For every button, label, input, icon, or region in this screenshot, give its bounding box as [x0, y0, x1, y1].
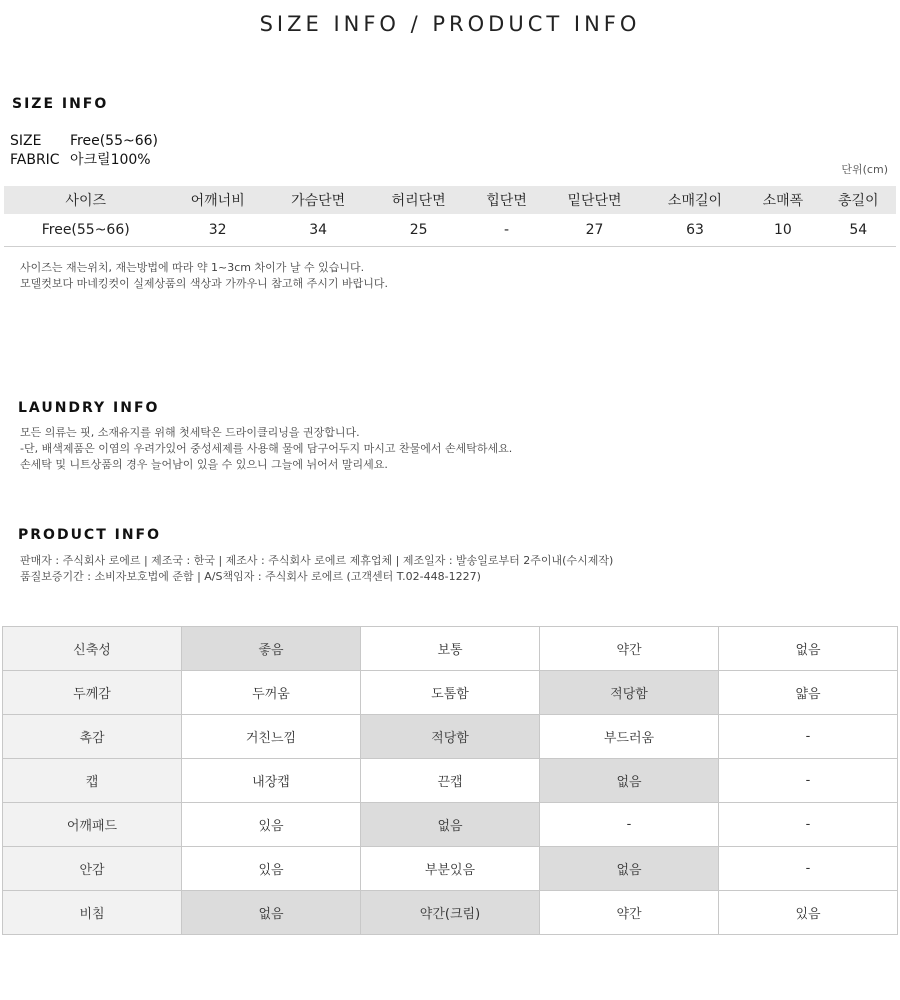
laundry-note: 모든 의류는 핏, 소재유지를 위해 첫세탁은 드라이클리닝을 권장합니다.: [20, 426, 360, 439]
laundry-note: 손세탁 및 니트상품의 경우 늘어남이 있을 수 있으니 그늘에 뉘어서 말리세요.: [20, 458, 388, 471]
table-row: [3, 847, 898, 891]
attribute-option-selected: 없음: [361, 803, 540, 847]
size-table-header-cell: 소매폭: [745, 186, 820, 214]
attribute-table: [2, 626, 898, 935]
size-table-header-cell: 밑단단면: [544, 186, 644, 214]
size-table-header-cell: 힙단면: [469, 186, 544, 214]
product-note: 품질보증기간 : 소비자보호법에 준함 | A/S책임자 : 주식회사 로에르 (고객센터 T.02-448-1227): [20, 570, 481, 583]
attribute-option: 두꺼움: [182, 671, 361, 715]
size-table-header-cell: 어깨너비: [167, 186, 267, 214]
attribute-option-selected: 적당함: [540, 671, 719, 715]
size-table-cell: 27: [544, 214, 644, 247]
attribute-option: 있음: [719, 891, 898, 935]
attribute-option: -: [719, 803, 898, 847]
size-table: [4, 186, 896, 247]
attribute-option-selected: 없음: [540, 759, 719, 803]
size-table-header-cell: 사이즈: [4, 186, 167, 214]
attribute-option-selected: 적당함: [361, 715, 540, 759]
attribute-option: 도톰함: [361, 671, 540, 715]
attribute-option: 내장캡: [182, 759, 361, 803]
size-table-cell: -: [469, 214, 544, 247]
attribute-label: 어깨패드: [3, 803, 182, 847]
attribute-option: -: [540, 803, 719, 847]
size-table-header-cell: 허리단면: [368, 186, 468, 214]
table-row: [3, 759, 898, 803]
size-note: 모델컷보다 마네킹컷이 실제상품의 색상과 가까우니 참고해 주시기 바랍니다.: [20, 277, 389, 290]
size-table-cell: 25: [368, 214, 468, 247]
size-table-header-row: [4, 186, 896, 214]
attribute-option: 부드러움: [540, 715, 719, 759]
attribute-label: 캡: [3, 759, 182, 803]
attribute-option-selected: 좋음: [182, 627, 361, 671]
attribute-option: 없음: [719, 627, 898, 671]
size-table-cell: 54: [821, 214, 896, 247]
attribute-option: 거친느낌: [182, 715, 361, 759]
attribute-option: 얇음: [719, 671, 898, 715]
product-note: 판매자 : 주식회사 로에르 | 제조국 : 한국 | 제조사 : 주식회사 로에르 제휴업체 | 제조일자 : 발송일로부터 2주이내(수시제작): [20, 554, 614, 567]
size-table-cell: 32: [167, 214, 267, 247]
size-info-heading: SIZE INFO: [12, 96, 109, 112]
attribute-label: 두께감: [3, 671, 182, 715]
attribute-option-selected: 없음: [540, 847, 719, 891]
table-row: [4, 214, 896, 247]
size-notes: [20, 260, 388, 292]
attribute-option: 끈캡: [361, 759, 540, 803]
attribute-option: -: [719, 759, 898, 803]
fabric-spec-label: FABRIC: [10, 152, 60, 168]
table-row: [3, 803, 898, 847]
size-table-header-cell: 가슴단면: [268, 186, 368, 214]
attribute-label: 비침: [3, 891, 182, 935]
attribute-option: 약간: [540, 891, 719, 935]
laundry-note: -단, 배색제품은 이염의 우려가있어 중성세제를 사용해 물에 담구어두지 마시고 찬물에서 손세탁하세요.: [20, 442, 513, 455]
size-spec-value: Free(55~66): [70, 133, 158, 149]
laundry-notes: [20, 425, 512, 473]
attribute-option: 있음: [182, 803, 361, 847]
unit-label: 단위(cm): [841, 163, 888, 176]
size-table-cell: Free(55~66): [4, 214, 167, 247]
attribute-label: 촉감: [3, 715, 182, 759]
size-spec-label: SIZE: [10, 133, 42, 149]
size-table-cell: 63: [645, 214, 745, 247]
attribute-option-selected: 약간(크림): [361, 891, 540, 935]
attribute-option: 약간: [540, 627, 719, 671]
table-row: [3, 891, 898, 935]
attribute-label: 안감: [3, 847, 182, 891]
size-table-cell: 34: [268, 214, 368, 247]
size-table-cell: 10: [745, 214, 820, 247]
attribute-option: -: [719, 847, 898, 891]
table-row: [3, 671, 898, 715]
page-title: SIZE INFO / PRODUCT INFO: [259, 12, 641, 36]
fabric-spec-value: 아크릴100%: [70, 152, 151, 168]
attribute-option-selected: 없음: [182, 891, 361, 935]
product-info-heading: PRODUCT INFO: [18, 527, 162, 543]
table-row: [3, 627, 898, 671]
attribute-option: 부분있음: [361, 847, 540, 891]
attribute-option: 보통: [361, 627, 540, 671]
attribute-option: -: [719, 715, 898, 759]
size-spec: [10, 133, 158, 149]
table-row: [3, 715, 898, 759]
size-table-header-cell: 소매길이: [645, 186, 745, 214]
laundry-info-heading: LAUNDRY INFO: [18, 400, 160, 416]
size-note: 사이즈는 재는위치, 재는방법에 따라 약 1~3cm 차이가 날 수 있습니다.: [20, 261, 365, 274]
attribute-label: 신축성: [3, 627, 182, 671]
attribute-option: 있음: [182, 847, 361, 891]
size-table-header-cell: 총길이: [821, 186, 896, 214]
fabric-spec: [10, 149, 151, 169]
product-notes: [20, 553, 613, 585]
